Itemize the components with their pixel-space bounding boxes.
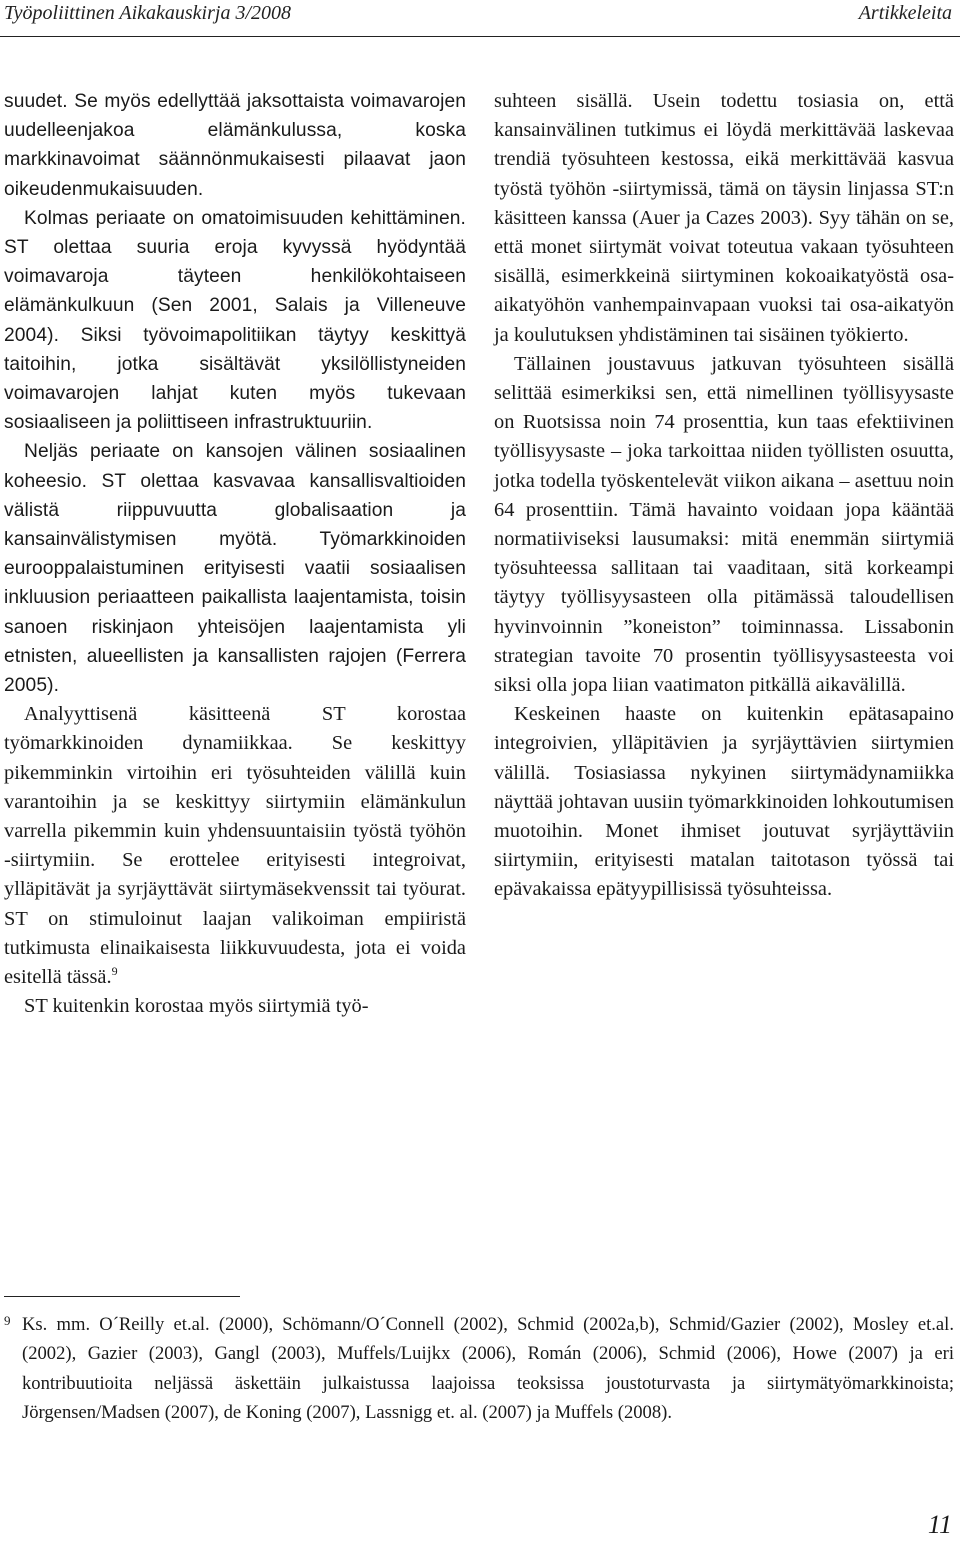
- page-number: 11: [927, 1510, 952, 1539]
- footnote: [4, 1310, 954, 1427]
- left-paragraph-4: [4, 700, 466, 992]
- footnote-number: 9: [4, 1313, 11, 1328]
- left-paragraph-2: Kolmas periaate on omatoimisuuden kehittäminen. ST olettaa suuria eroja kyvyssä hyödyntää voimavaroja täyteen henkilökohtaiseen elämänkulkuun (Sen 2001, Salais ja Villeneuve 2004). Siksi työvoimapolitiikan täytyy keskittyä taitoihin, jotka sisältävät yksilöllistyneiden voimavarojen lahjat kuten myös tukevaan sosiaaliseen ja poliittiseen infrastruktuuriin.: [4, 207, 466, 434]
- running-header: [0, 0, 960, 40]
- left-column: [4, 87, 466, 1022]
- right-paragraph-1: suhteen sisällä. Usein todettu tosiasia on, että kansainvälinen tutkimus ei löydä merkittävää laskevaa trendiä työsuhteen kestossa, eikä merkittävää kasvua työstä työhön -siirtymissä, tämä on täysin linjassa ST:n käsitteen kanssa (Auer ja Cazes 2003). Syy tähän on se, että monet siirtymät voivat toteutua vakaan työsuhteen sisällä, esimerkkeinä siirtyminen kokoaikatyöstä osa-aikatyöhön vanhempainvapaan vuoksi tai osa-aikatyön ja koulutuksen yhdistäminen tai sisäinen työkierto.: [494, 90, 954, 346]
- section-label: Artikkeleita: [858, 2, 952, 24]
- journal-title: Työpoliittinen Aikakauskirja 3/2008: [4, 2, 292, 24]
- right-paragraph-2: Tällainen joustavuus jatkuvan työsuhteen sisällä selittää esimerkiksi sen, että nimellinen työllisyysaste on Ruotsissa noin 74 prosenttia, kun taas efektiivinen työllisyysaste – joka tarkoittaa niiden työllisten osuutta, jotka todella työskentelevät viikon aikana – asettuu noin 64 prosenttiin. Tämä havainto voidaan jopa kääntää normatiiviseksi lausumaksi: mitä enemmän siirtymiä työsuhteessa sallitaan tai vaaditaan, sitä korkeampi täytyy työllisyysasteen olla pitämässä taloudellisen hyvinvoinnin ”koneiston” toiminnassa. Lissabonin strategian tavoite 70 prosentin työllisyysasteesta voi siksi olla jopa liian vaatimaton pitkällä aikavälillä.: [494, 352, 954, 697]
- left-paragraph-1: suudet. Se myös edellyttää jaksottaista voimavarojen uudelleenjakoa elämänkulussa, koska markkinavoimat säännönmukaisesti pilaavat jaon oikeudenmukaisuuden.: [4, 91, 466, 200]
- footnote-ref: 9: [111, 964, 118, 979]
- footnote-rule: [4, 1296, 240, 1297]
- right-column: [494, 87, 954, 905]
- footnote-text: Ks. mm. O´Reilly et.al. (2000), Schömann/O´Connell (2002), Schmid (2002a,b), Schmid/Gazier (2002), Mosley et.al. (2002), Gazier (2003), Gangl (2003), Muffels/Luijkx (2006), Román (2006), Schmid (2006), Howe (2007) ja eri kontribuutioita neljässä äskettäin julkaistussa laajoissa teoksissa joustoturvasta ja siirtymätyömarkkinoista; Jörgensen/Madsen (2007), de Koning (2007), Lassnigg et. al. (2007) ja Muffels (2008).: [22, 1314, 954, 1423]
- left-paragraph-4-text: Analyyttisenä käsitteenä ST korostaa työmarkkinoiden dynamiikkaa. Se keskittyy pikemminkin virtoihin eri työsuhteiden välillä kuin varantoihin ja se keskittyy siirtymiin elämänkulun varrella pikemmin kuin yhdensuuntaisiin työstä työhön -siirtymiin. Se erottelee erityisesti integroivat, ylläpitävät ja syrjäyttävät siirtymäsekvenssit tai työurat. ST on stimuloinut laajan valikoiman empiiristä tutkimusta elinaikaisesta liikkuvuudesta, jota ei voida esitellä tässä.: [4, 703, 466, 989]
- left-paragraph-5: ST kuitenkin korostaa myös siirtymiä työ-: [24, 995, 369, 1018]
- left-paragraph-3: Neljäs periaate on kansojen välinen sosiaalinen koheesio. ST olettaa kasvavaa kansallisvaltioiden välistä riippuvuutta globalisaation ja kansainvälistymisen myötä. Työmarkkinoiden eurooppalaistuminen erityisesti vaatii sosiaalisen inkluusion periaatteen paikallista laajentamista, toisin sanoen riskinjaon yhteisöjen laajentamista yli etnisten, alueellisten ja kansallisten rajojen (Ferrera 2005).: [4, 441, 466, 697]
- right-paragraph-3: Keskeinen haaste on kuitenkin epätasapaino integroivien, ylläpitävien ja syrjäyttävien siirtymien välillä. Tosiasiassa nykyinen siirtymädynamiikka näyttää johtavan uusiin työmarkkinoiden lohkoutumisen muotoihin. Monet ihmiset joutuvat syrjäyttäviin siirtymiin, erityisesti matalan taitotason työssä tai epävakaissa epätyypillisissä työsuhteissa.: [494, 703, 954, 901]
- header-rule: [0, 36, 960, 37]
